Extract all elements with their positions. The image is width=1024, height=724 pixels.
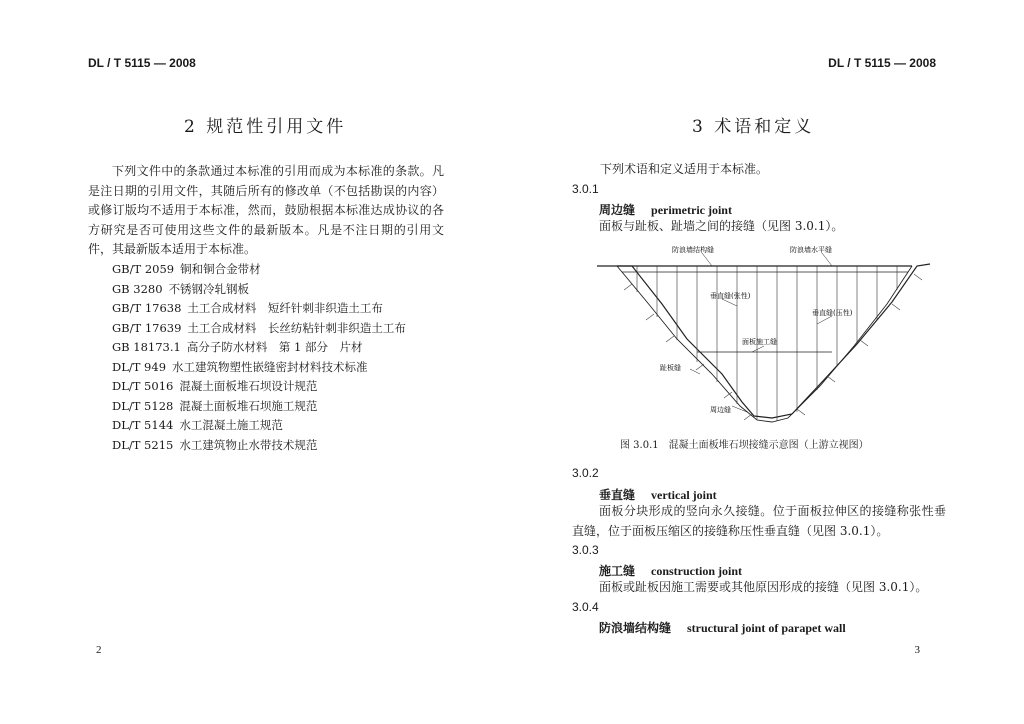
- reference-item: DL/T 5128 混凝土面板堆石坝施工规范: [112, 398, 318, 413]
- section-title: 2 规范性引用文件: [184, 117, 347, 137]
- reference-item: GB 18173.1 高分子防水材料 第 1 部分 片材: [112, 340, 363, 354]
- leader-line: [722, 299, 737, 306]
- leader-line: [752, 346, 764, 352]
- dam-joint-diagram: [592, 244, 932, 429]
- leader-line: [732, 406, 747, 412]
- reference-item: DL/T 5144 水工混凝土施工规范: [112, 418, 283, 432]
- leader-line: [817, 316, 832, 324]
- leader-line: [702, 253, 712, 266]
- label-vertical-compressive: 垂直缝(压性): [812, 309, 853, 317]
- label-parapet-joint: 防浪墙结构缝: [672, 246, 714, 254]
- label-construction-joint: 面板施工缝: [742, 338, 777, 346]
- leader-line: [690, 369, 700, 374]
- term-number: 3.0.2: [572, 466, 599, 480]
- term-definition: 面板或趾板因施工需要或其他原因形成的接缝（见图 3.0.1）。: [599, 580, 928, 594]
- term-number: 3.0.4: [572, 600, 599, 614]
- intro-paragraph: 下列文件中的条款通过本标准的引用而成为本标准的条款。凡是注日期的引用文件，其随后所有的修改单（不包括勘误的内容）或修订版均不适用于本标准，然而，鼓励根据本标准达成协议的各方研究是否可使用这些文件的最新版本。凡是不注日期的引用文件，其最新版本适用于本标准。: [88, 164, 444, 256]
- reference-item: GB/T 17638 土工合成材料 短纤针刺非织造土工布: [112, 301, 383, 315]
- reference-item: GB/T 17639 土工合成材料 长丝纺粘针刺非织造土工布: [112, 320, 406, 335]
- term-title: 施工缝 construction joint: [599, 564, 743, 578]
- section-title: 3 术语和定义: [692, 117, 815, 137]
- term-title: 垂直缝 vertical joint: [599, 488, 717, 502]
- running-header: DL / T 5115 — 2008: [828, 56, 936, 70]
- intro-paragraph: 下列术语和定义适用于本标准。: [600, 162, 769, 176]
- label-perimetric: 周边缝: [710, 406, 731, 414]
- label-parapet-horizontal: 防浪墙水平缝: [790, 246, 832, 254]
- term-definition: 面板与趾板、趾墙之间的接缝（见图 3.0.1）。: [599, 219, 844, 233]
- reference-item: GB 3280 不锈钢冷轧钢板: [112, 281, 250, 296]
- page-number: 3: [914, 644, 920, 656]
- label-toe-slab: 趾板缝: [660, 364, 681, 372]
- reference-item: DL/T 949 水工建筑物塑性嵌缝密封材料技术标准: [112, 359, 368, 374]
- reference-item: DL/T 5016 混凝土面板堆石坝设计规范: [112, 379, 318, 393]
- reference-item: DL/T 5215 水工建筑物止水带技术规范: [112, 437, 318, 452]
- label-vertical-tensile: 垂直缝(张性): [710, 292, 751, 300]
- term-number: 3.0.3: [572, 543, 599, 557]
- figure-caption: 图 3.0.1 混凝土面板堆石坝接缝示意图（上游立视图）: [620, 440, 869, 451]
- term-title: 防浪墙结构缝 structural joint of parapet wall: [599, 621, 846, 635]
- leader-line: [822, 253, 832, 266]
- running-header: DL / T 5115 — 2008: [88, 56, 196, 70]
- page-number: 2: [96, 644, 102, 656]
- term-definition: 面板分块形成的竖向永久接缝。位于面板拉伸区的接缝称张性垂直缝，位于面板压缩区的接缝称压性垂直缝（见图 3.0.1）。: [572, 504, 946, 538]
- reference-list: [112, 260, 406, 455]
- term-number: 3.0.1: [572, 182, 599, 196]
- reference-item: GB/T 2059 铜和铜合金带材: [112, 262, 261, 276]
- term-title: 周边缝 perimetric joint: [599, 203, 732, 217]
- right-page: [512, 0, 1024, 724]
